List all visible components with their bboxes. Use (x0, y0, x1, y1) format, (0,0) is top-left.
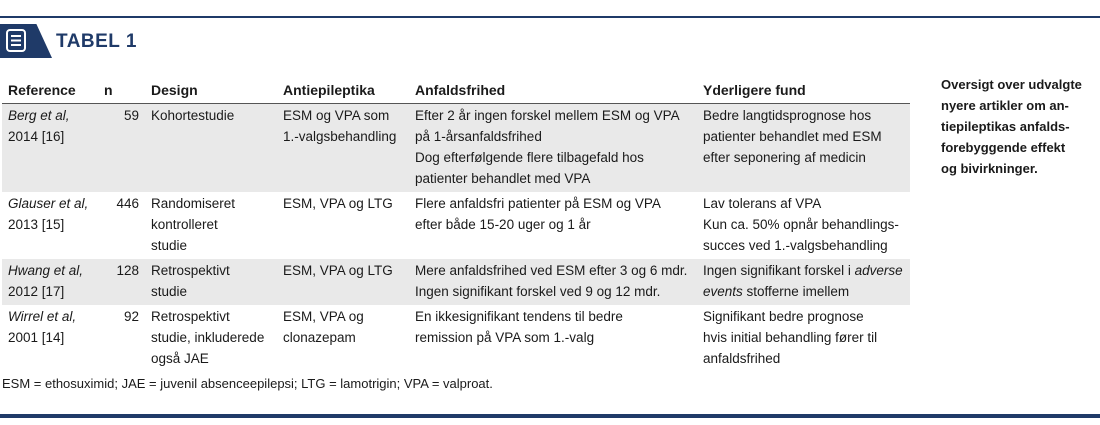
reference-year: 2013 [15] (8, 217, 65, 232)
reference-author: Glauser et al, (8, 196, 89, 211)
aed-line: ESM og VPA som (283, 108, 390, 123)
seizure-line: på 1-årsanfaldsfrihed (415, 129, 542, 144)
header-reference: Reference (2, 78, 98, 104)
other-line: Lav tolerans af VPA (703, 196, 822, 211)
cell-design (145, 259, 277, 305)
cell-anfaldsfrihed (409, 259, 697, 305)
caption-line: Oversigt over udvalgte (941, 77, 1082, 92)
aed-line: clonazepam (283, 330, 356, 345)
other-line: hvis initial behandling fører til (703, 330, 878, 345)
other-line: anfaldsfrihed (703, 351, 781, 366)
cell-reference (2, 104, 98, 193)
document-list-icon (6, 29, 28, 53)
cell-n: 128 (98, 259, 145, 305)
cell-design (145, 104, 277, 193)
aed-line: ESM, VPA og (283, 309, 364, 324)
seizure-line: efter både 15-20 uger og 1 år (415, 217, 591, 232)
design-line: Randomiseret (151, 196, 236, 211)
seizure-line: Mere anfaldsfrihed ved ESM efter 3 og 6 mdr. (415, 263, 688, 278)
other-line: Kun ca. 50% opnår behandlings- (703, 217, 899, 232)
header-yderligere-fund: Yderligere fund (697, 78, 910, 104)
design-line: kontrolleret (151, 217, 218, 232)
reference-author: Berg et al, (8, 108, 70, 123)
aed-line: ESM, VPA og LTG (283, 196, 393, 211)
table-badge (0, 24, 52, 58)
seizure-line: Dog efterfølgende flere tilbagefald hos (415, 150, 644, 165)
design-line: Retrospektivt (151, 309, 230, 324)
cell-yderligere-fund (697, 305, 910, 372)
cell-design (145, 192, 277, 259)
table-row (2, 259, 910, 305)
other-line: Bedre langtidsprognose hos (703, 108, 872, 123)
aed-line: ESM, VPA og LTG (283, 263, 393, 278)
cell-yderligere-fund (697, 259, 910, 305)
reference-author: Hwang et al, (8, 263, 84, 278)
design-line: Retrospektivt (151, 263, 230, 278)
design-line: studie, inkluderede (151, 330, 265, 345)
cell-antiepileptika (277, 305, 409, 372)
table-title: TABEL 1 (56, 31, 137, 52)
data-table (2, 78, 910, 372)
caption-line: forebyggende effekt (941, 140, 1066, 155)
cell-antiepileptika (277, 192, 409, 259)
top-rule (0, 16, 1100, 18)
reference-year: 2012 [17] (8, 284, 65, 299)
seizure-line: Flere anfaldsfri patienter på ESM og VPA (415, 196, 661, 211)
other-line: efter seponering af medicin (703, 150, 866, 165)
reference-year: 2014 [16] (8, 129, 65, 144)
seizure-line: En ikkesignifikant tendens til bedre (415, 309, 623, 324)
bottom-rule (0, 414, 1100, 418)
cell-anfaldsfrihed (409, 305, 697, 372)
design-line: også JAE (151, 351, 209, 366)
table-row (2, 305, 910, 372)
cell-reference (2, 192, 98, 259)
reference-year: 2001 [14] (8, 330, 65, 345)
other-line (703, 281, 904, 302)
other-text: stofferne imellem (742, 284, 850, 299)
seizure-line: remission på VPA som 1.-valg (415, 330, 595, 345)
cell-anfaldsfrihed (409, 104, 697, 193)
header-antiepileptika: Antiepileptika (277, 78, 409, 104)
cell-antiepileptika (277, 259, 409, 305)
caption-line: og bivirkninger. (941, 161, 1038, 176)
table-row (2, 192, 910, 259)
design-line: studie (151, 284, 188, 299)
cell-anfaldsfrihed (409, 192, 697, 259)
other-line: succes ved 1.-valgsbehandling (703, 238, 888, 253)
seizure-line: patienter behandlet med VPA (415, 171, 591, 186)
reference-author: Wirrel et al, (8, 309, 77, 324)
other-text-italic: adverse (854, 263, 903, 278)
other-line: patienter behandlet med ESM (703, 129, 882, 144)
header-anfaldsfrihed: Anfaldsfrihed (409, 78, 697, 104)
cell-yderligere-fund (697, 192, 910, 259)
cell-design (145, 305, 277, 372)
design-line: studie (151, 238, 188, 253)
other-text-italic: events (703, 284, 743, 299)
caption-line: nyere artikler om an- (941, 98, 1069, 113)
table-caption (941, 74, 1091, 179)
cell-n: 446 (116, 196, 139, 211)
design-line: Kohortestudie (151, 108, 235, 123)
cell-yderligere-fund (697, 104, 910, 193)
aed-line: 1.-valgsbehandling (283, 129, 397, 144)
cell-n: 92 (123, 309, 139, 324)
seizure-line: Efter 2 år ingen forskel mellem ESM og VPA (415, 108, 680, 123)
header-n: n (98, 78, 145, 104)
cell-reference (2, 259, 98, 305)
seizure-line: Ingen signifikant forskel ved 9 og 12 mdr. (415, 284, 661, 299)
cell-reference (2, 305, 98, 372)
cell-antiepileptika (277, 104, 409, 193)
header-design: Design (145, 78, 277, 104)
other-text: Ingen signifikant forskel i (703, 263, 855, 278)
other-line: Signifikant bedre prognose (703, 309, 864, 324)
caption-line: tiepileptikas anfalds- (941, 119, 1070, 134)
other-line (703, 260, 904, 281)
table-legend: ESM = ethosuximid; JAE = juvenil absenceepilepsi; LTG = lamotrigin; VPA = valproat. (2, 376, 493, 391)
cell-n: 59 (98, 104, 145, 193)
table-header-row (2, 78, 910, 104)
table-row (2, 104, 910, 193)
